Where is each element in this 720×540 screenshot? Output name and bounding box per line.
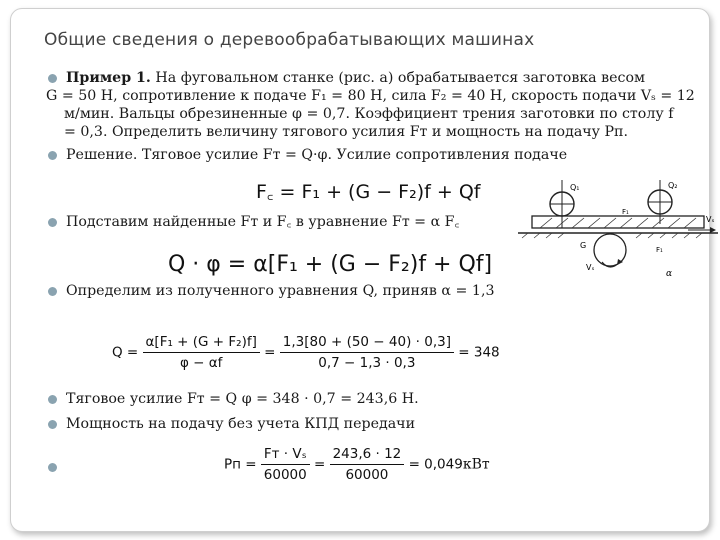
bullet-icon [48,395,57,404]
formula-power-numerator-2: 243,6 · 12 [330,446,405,465]
label-f1-top: F₁ [622,208,629,216]
label-q1: Q₁ [570,183,580,192]
formula-power-fraction-1 [261,446,310,483]
example-line-3: м/мин. Вальцы обрезиненные φ = 0,7. Коэффициент трения заготовки по столу f [64,106,674,122]
power-text: Мощность на подачу без учета КПД передачи [66,416,416,432]
formula-power-fraction-2 [330,446,405,483]
formula-power-numerator-1: Fт · Vₛ [261,446,310,465]
solution-text: Решение. Тяговое усилие Fт = Q·φ. Усилие сопротивления подаче [66,147,568,163]
jointer-diagram [510,178,720,290]
formula-equation: Q · φ = α[F₁ + (G − F₂)f + Qf] [168,252,493,277]
formula-q-fraction-1 [143,334,260,371]
formula-q-denominator-2: 0,7 − 1,3 · 0,3 [318,355,416,371]
bullet-icon [48,74,57,83]
formula-power-lhs: Pп = [224,456,257,473]
traction-text: Тяговое усилие Fт = Q φ = 348 · 0,7 = 243,6 Н. [66,391,419,407]
formula-q-denominator-1: φ − αf [179,355,223,371]
formula-q [112,334,500,371]
example-line-4: = 0,3. Определить величину тягового усилия Fт и мощность на подачу Pп. [64,124,629,140]
workpiece-hatching [540,218,696,228]
label-vs-top: Vₛ [706,215,715,224]
formula-q-lhs: Q = [112,344,139,361]
bullet-icon [48,420,57,429]
formula-q-fraction-2 [280,334,454,371]
formula-power-unit: кВт [462,456,490,473]
bullet-icon [48,151,57,160]
substitute-text: Подставим найденные Fт и F꜀ в уравнение Fт = α F꜀ [66,214,460,230]
formula-q-result: = 348 [458,344,500,361]
formula-power-denominator-2: 60000 [345,467,389,483]
bullet-icon [48,218,57,227]
example-text: На фуговальном станке (рис. а) обрабатывается заготовка весом [155,70,646,86]
formula-q-numerator-2: 1,3[80 + (50 − 40) · 0,3] [280,334,454,353]
example-label: Пример 1. [66,70,151,86]
determine-text: Определим из полученного уравнения Q, приняв α = 1,3 [66,283,495,299]
formula-power-denominator-1: 60000 [263,467,307,483]
label-alpha: α [666,269,673,279]
label-f1-bottom: F₁ [656,246,663,254]
formula-power [224,446,490,483]
example-line-2: G = 50 Н, сопротивление к подаче F₁ = 80 Н, сила F₂ = 40 Н, скорость подачи Vₛ = 12 [46,88,695,104]
example-line-1 [66,70,645,86]
formula-q-equals: = [264,344,276,361]
formula-power-result: = 0,049 [408,456,463,473]
formula-power-equals: = [313,456,326,473]
feed-arrowhead [710,227,716,233]
label-vs-bottom: Vₛ [586,263,595,272]
label-q2: Q₂ [668,181,678,190]
formula-resistance: F꜀ = F₁ + (G − F₂)f + Qf [256,181,481,203]
label-g: G [580,241,587,250]
bullet-icon [48,463,57,472]
formula-q-numerator-1: α[F₁ + (G + F₂)f] [143,334,260,353]
bullet-icon [48,287,57,296]
slide-title: Общие сведения о деревообрабатывающих машинах [44,30,535,50]
